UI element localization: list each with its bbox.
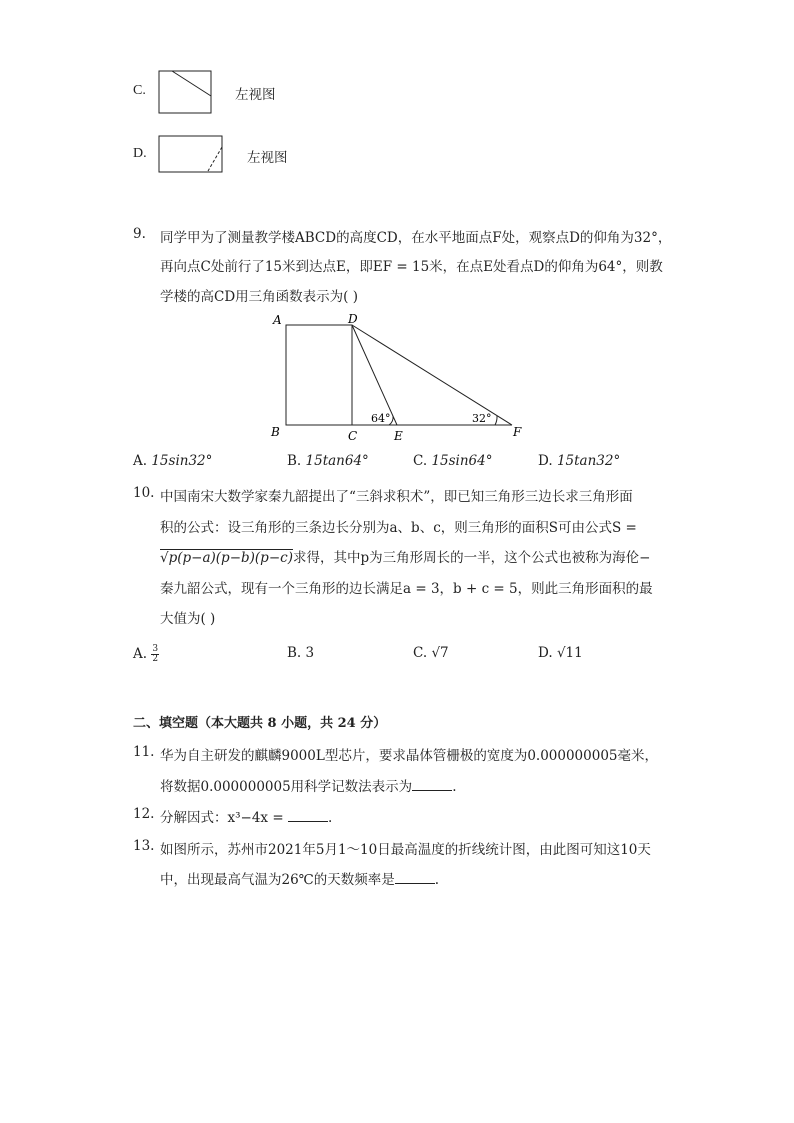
q9-choice-c: C. 15sin64° [413, 453, 493, 469]
q13-line2: 中，出现最高气温为26℃的天数频率是 . [160, 868, 439, 888]
q10-fraction: $\frac{3}{2}$ [152, 644, 159, 664]
q10-number: 10. [133, 485, 155, 501]
q10-line4: 秦九韶公式，现有一个三角形的边长满足a = 3，b + c = 5，则此三角形面积的最 [160, 581, 653, 597]
q11-line1: 华为自主研发的麒麟9000L型芯片，要求晶体管栅极的宽度为0.000000005毫米， [160, 748, 659, 764]
q9-choice-d: D. 15tan32° [538, 453, 621, 469]
option-d-rectangle-figure [158, 135, 226, 175]
label-B: B [271, 425, 280, 439]
q10-line3: √p(p−a)(p−b)(p−c)求得，其中p为三角形周长的一半，这个公式也被称为海伦− [160, 550, 651, 566]
q9-choice-b: B. 15tan64° [287, 453, 369, 469]
q11-answer-blank[interactable] [412, 776, 452, 791]
q10-choice-a: A. $\frac{3}{2}$ [133, 644, 159, 664]
label-E: E [394, 429, 403, 443]
q13-number: 13. [133, 838, 155, 854]
option-c-rectangle-figure [158, 70, 214, 116]
label-D: D [348, 312, 358, 326]
option-d-letter: D. [133, 146, 147, 161]
q10-choice-c: C. √7 [413, 645, 449, 661]
q9-number: 9. [133, 226, 146, 242]
label-angle-32: 32° [472, 412, 492, 425]
q13-line1: 如图所示，苏州市2021年5月1～10日最高温度的折线统计图，由此图可知这10天 [160, 842, 651, 858]
q12-answer-blank[interactable] [288, 807, 328, 822]
q10-line2: 积的公式：设三角形的三条边长分别为a、b、c，则三角形的面积S可由公式S = [160, 520, 637, 536]
q10-choice-d: D. √11 [538, 645, 583, 661]
option-c-caption: 左视图 [235, 87, 276, 103]
q9-line1: 同学甲为了测量教学楼ABCD的高度CD，在水平地面点F处，观察点D的仰角为32°， [160, 230, 672, 246]
q9-line3: 学楼的高CD用三角函数表示为( ) [160, 289, 358, 305]
option-d-caption: 左视图 [247, 150, 288, 166]
section-2-title: 二、填空题（本大题共 8 小题，共 24 分） [133, 716, 387, 731]
q9-choice-a: A. 15sin32° [133, 453, 213, 469]
q12-line: 分解因式：x³−4x = . [160, 806, 332, 826]
q13-answer-blank[interactable] [395, 869, 435, 884]
q10-line1: 中国南宋大数学家秦九韶提出了“三斜求积术”，即已知三角形三边长求三角形面 [160, 489, 633, 505]
option-c-letter: C. [133, 83, 146, 98]
q9-building-figure [265, 308, 535, 448]
q10-line5: 大值为( ) [160, 611, 216, 627]
label-angle-64: 64° [371, 412, 391, 425]
q10-formula: √p(p−a)(p−b)(p−c) [160, 550, 293, 566]
label-F: F [513, 425, 522, 439]
label-C: C [348, 429, 358, 443]
label-A: A [273, 313, 282, 327]
q12-number: 12. [133, 806, 155, 822]
q11-line2: 将数据0.000000005用科学记数法表示为 . [160, 775, 456, 795]
q10-choice-b: B. 3 [287, 645, 315, 661]
q11-number: 11. [133, 744, 155, 760]
q9-line2: 再向点C处前行了15米到达点E，即EF = 15米，在点E处看点D的仰角为64°，则教 [160, 259, 663, 275]
